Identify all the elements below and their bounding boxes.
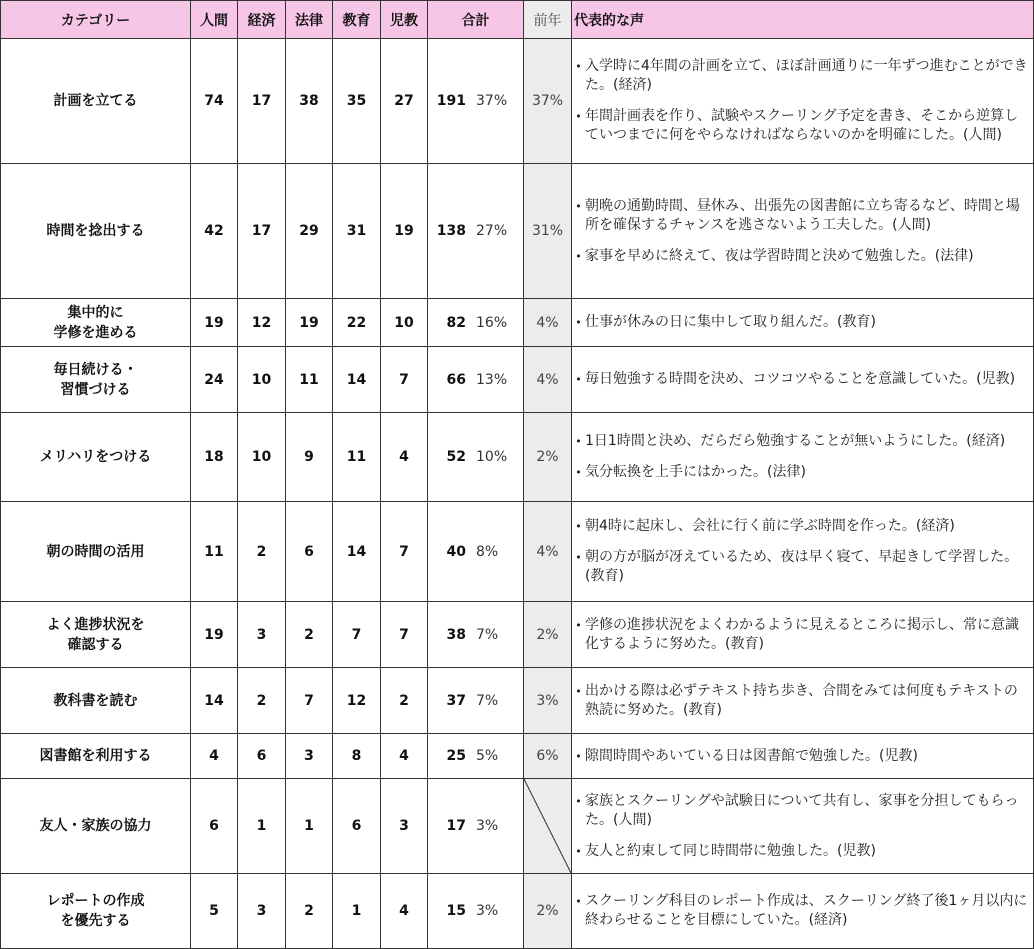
header-row — [1, 1, 1034, 39]
category-line: 毎日続ける・ — [53, 361, 138, 378]
total-value: 17 — [446, 818, 466, 834]
jikyou-count: 19 — [381, 164, 428, 299]
bullet-icon: • — [575, 749, 582, 763]
bullet-icon: • — [575, 844, 582, 858]
voice-cell — [572, 299, 1034, 347]
voice-text: 出かける際は必ずテキスト持ち歩き、合間をみては何度もテキストの熟読に努めた。(教育) — [585, 682, 1018, 718]
total-cell — [428, 39, 524, 164]
houritsu-count: 1 — [286, 779, 333, 874]
ningen-count: 24 — [191, 347, 238, 413]
ningen-count: 6 — [191, 779, 238, 874]
bullet-icon: • — [575, 466, 582, 479]
category-line: 朝の時間の活用 — [46, 543, 145, 560]
keizai-count: 3 — [238, 602, 286, 668]
prev-year-percent: 6% — [524, 734, 572, 779]
voice-item — [572, 892, 1031, 930]
category-line: 学修を進める — [53, 324, 138, 341]
prev-year-percent: 37% — [524, 39, 572, 164]
total-value: 37 — [446, 692, 466, 709]
total-cell — [428, 668, 524, 734]
total-cell — [428, 413, 524, 502]
total-percent: 5% — [476, 748, 499, 764]
houritsu-count: 11 — [286, 347, 333, 413]
jikyou-count: 2 — [381, 668, 428, 734]
voice-item — [572, 107, 1031, 145]
total-value: 52 — [446, 449, 466, 465]
prev-year-percent: 2% — [524, 602, 572, 668]
bullet-icon: • — [575, 895, 582, 908]
voice-text: スクーリング科目のレポート作成は、スクーリング終了後1ヶ月以内に終わらせることを目標にしていた。(経済) — [585, 893, 1028, 928]
table-row — [1, 779, 1034, 874]
kyouiku-count: 7 — [333, 602, 381, 668]
category-cell — [1, 413, 191, 502]
keizai-count: 10 — [238, 347, 286, 413]
prev-year-percent: 31% — [524, 164, 572, 299]
houritsu-count: 38 — [286, 39, 333, 164]
voice-text: 家族とスクーリングや試験日について共有し、家事を分担してもらった。(人間) — [585, 792, 1019, 828]
jikyou-count: 3 — [381, 779, 428, 874]
total-value: 40 — [446, 543, 466, 560]
total-cell — [428, 164, 524, 299]
prev-year-percent: 4% — [524, 299, 572, 347]
kyouiku-count: 11 — [333, 413, 381, 502]
total-value: 191 — [436, 93, 466, 109]
kyouiku-count: 31 — [333, 164, 381, 299]
total-percent: 7% — [476, 692, 499, 709]
houritsu-count: 3 — [286, 734, 333, 779]
voice-text: 隙間時間やあいている日は図書館で勉強した。(児教) — [585, 747, 918, 764]
voice-text: 朝の方が脳が冴えているため、夜は早く寝て、早起きして学習した。(教育) — [585, 549, 1019, 584]
keizai-count: 10 — [238, 413, 286, 502]
jikyou-count: 10 — [381, 299, 428, 347]
prev-year-percent: 4% — [524, 502, 572, 602]
voice-item — [572, 842, 1031, 861]
voice-item — [572, 432, 1031, 451]
table-row — [1, 164, 1034, 299]
prev-year-percent: 3% — [524, 668, 572, 734]
table-row — [1, 602, 1034, 668]
houritsu-count: 29 — [286, 164, 333, 299]
voice-item — [572, 247, 1031, 266]
category-cell — [1, 347, 191, 413]
table-row — [1, 299, 1034, 347]
voice-item — [572, 682, 1031, 720]
kyouiku-count: 35 — [333, 39, 381, 164]
voice-text: 家事を早めに終えて、夜は学習時間と決めて勉強した。(法律) — [585, 247, 974, 264]
voice-cell — [572, 413, 1034, 502]
voice-item — [572, 548, 1031, 586]
voice-item — [572, 370, 1031, 389]
keizai-count: 2 — [238, 668, 286, 734]
header-category: カテゴリー — [1, 1, 191, 39]
voice-item — [572, 57, 1031, 95]
total-percent: 7% — [476, 626, 499, 643]
voice-text: 仕事が休みの日に集中して取り組んだ。(教育) — [585, 314, 876, 330]
total-cell — [428, 874, 524, 949]
total-cell — [428, 602, 524, 668]
category-line: 図書館を利用する — [39, 748, 152, 764]
total-value: 25 — [446, 748, 466, 764]
bullet-icon: • — [575, 60, 582, 73]
category-cell — [1, 39, 191, 164]
voice-text: 1日1時間と決め、だらだら勉強することが無いようにした。(経済) — [585, 433, 1006, 449]
category-cell — [1, 299, 191, 347]
ningen-count: 19 — [191, 299, 238, 347]
category-line: を優先する — [60, 913, 131, 929]
ningen-count: 42 — [191, 164, 238, 299]
voice-cell — [572, 668, 1034, 734]
total-cell — [428, 299, 524, 347]
total-value: 138 — [436, 223, 466, 239]
jikyou-count: 4 — [381, 734, 428, 779]
kyouiku-count: 14 — [333, 502, 381, 602]
bullet-icon: • — [575, 435, 582, 448]
voice-text: 学修の進捗状況をよくわかるように見えるところに掲示し、常に意識化するように努めた。(教育) — [585, 616, 1019, 652]
voice-item — [572, 792, 1031, 830]
header-kyouiku: 教育 — [333, 1, 381, 39]
total-percent: 27% — [476, 223, 508, 239]
keizai-count: 2 — [238, 502, 286, 602]
category-cell — [1, 734, 191, 779]
category-line: 習慣づける — [60, 381, 131, 398]
houritsu-count: 2 — [286, 602, 333, 668]
voice-text: 朝4時に起床し、会社に行く前に学ぶ時間を作った。(経済) — [585, 518, 955, 534]
jikyou-count: 4 — [381, 874, 428, 949]
table-row — [1, 39, 1034, 164]
houritsu-count: 7 — [286, 668, 333, 734]
voice-text: 年間計画表を作り、試験やスクーリング予定を書き、そこから逆算していつまでに何をやらなければならないのかを明確にした。(人間) — [585, 108, 1019, 143]
bullet-icon: • — [575, 373, 582, 386]
kyouiku-count: 14 — [333, 347, 381, 413]
prev-year-percent: 2% — [524, 413, 572, 502]
ningen-count: 18 — [191, 413, 238, 502]
voice-item — [572, 747, 1031, 766]
category-line: メリハリをつける — [39, 449, 152, 465]
ningen-count: 5 — [191, 874, 238, 949]
bullet-icon: • — [575, 199, 582, 213]
header-voice: 代表的な声 — [572, 1, 1034, 39]
category-cell — [1, 164, 191, 299]
total-value: 38 — [446, 626, 466, 643]
header-prev: 前年 — [524, 1, 572, 39]
houritsu-count: 9 — [286, 413, 333, 502]
houritsu-count: 2 — [286, 874, 333, 949]
category-line: 計画を立てる — [53, 93, 138, 109]
table-row — [1, 413, 1034, 502]
voice-text: 毎日勉強する時間を決め、コツコツやることを意識していた。(児教) — [585, 371, 1016, 387]
voice-cell — [572, 779, 1034, 874]
diagonal-slash — [524, 779, 571, 873]
kyouiku-count: 1 — [333, 874, 381, 949]
total-value: 66 — [446, 371, 466, 388]
prev-year-percent: 4% — [524, 347, 572, 413]
category-line: 集中的に — [67, 304, 124, 321]
prev-year-empty — [524, 779, 572, 874]
voice-text: 入学時に4年間の計画を立て、ほぼ計画通りに一年ずつ進むことができた。(経済) — [585, 58, 1028, 93]
total-cell — [428, 779, 524, 874]
header-jikyou: 児教 — [381, 1, 428, 39]
ningen-count: 4 — [191, 734, 238, 779]
voice-cell — [572, 874, 1034, 949]
total-percent: 37% — [476, 93, 508, 109]
keizai-count: 17 — [238, 39, 286, 164]
header-ningen: 人間 — [191, 1, 238, 39]
category-line: よく進捗状況を — [46, 616, 145, 633]
jikyou-count: 7 — [381, 602, 428, 668]
kyouiku-count: 22 — [333, 299, 381, 347]
total-cell — [428, 502, 524, 602]
houritsu-count: 6 — [286, 502, 333, 602]
category-line: 時間を捻出する — [46, 223, 145, 239]
ningen-count: 11 — [191, 502, 238, 602]
total-percent: 16% — [476, 314, 508, 331]
kyouiku-count: 12 — [333, 668, 381, 734]
jikyou-count: 4 — [381, 413, 428, 502]
category-line: 友人・家族の協力 — [39, 818, 152, 834]
category-cell — [1, 668, 191, 734]
voice-text: 友人と約束して同じ時間帯に勉強した。(児教) — [585, 842, 876, 859]
bullet-icon: • — [575, 249, 582, 263]
keizai-count: 17 — [238, 164, 286, 299]
table-row — [1, 347, 1034, 413]
header-keizai: 経済 — [238, 1, 286, 39]
voice-item — [572, 517, 1031, 536]
bullet-icon: • — [575, 618, 582, 632]
category-cell — [1, 874, 191, 949]
voice-cell — [572, 39, 1034, 164]
total-value: 15 — [446, 903, 466, 919]
bullet-icon: • — [575, 551, 582, 564]
total-cell — [428, 347, 524, 413]
total-percent: 3% — [476, 903, 499, 919]
table-row — [1, 668, 1034, 734]
bullet-icon: • — [575, 316, 582, 329]
voice-item — [572, 616, 1031, 654]
voice-item — [572, 197, 1031, 235]
jikyou-count: 7 — [381, 347, 428, 413]
houritsu-count: 19 — [286, 299, 333, 347]
kyouiku-count: 8 — [333, 734, 381, 779]
total-percent: 10% — [476, 449, 508, 465]
voice-text: 気分転換を上手にはかった。(法律) — [585, 464, 806, 480]
table-body — [1, 39, 1034, 949]
header-houritsu: 法律 — [286, 1, 333, 39]
total-percent: 13% — [476, 371, 508, 388]
total-cell — [428, 734, 524, 779]
voice-cell — [572, 602, 1034, 668]
jikyou-count: 7 — [381, 502, 428, 602]
ningen-count: 74 — [191, 39, 238, 164]
header-total: 合計 — [428, 1, 524, 39]
keizai-count: 3 — [238, 874, 286, 949]
voice-item — [572, 463, 1031, 482]
category-cell — [1, 779, 191, 874]
voice-item — [572, 313, 1031, 332]
bullet-icon: • — [575, 110, 582, 123]
total-value: 82 — [446, 314, 466, 331]
keizai-count: 12 — [238, 299, 286, 347]
table-row — [1, 874, 1034, 949]
category-cell — [1, 602, 191, 668]
table-row — [1, 502, 1034, 602]
voice-text: 朝晩の通勤時間、昼休み、出張先の図書館に立ち寄るなど、時間と場所を確保するチャンスを逃さないよう工夫した。(人間) — [585, 197, 1020, 233]
total-percent: 3% — [476, 818, 499, 834]
bullet-icon: • — [575, 520, 582, 533]
category-line: 教科書を読む — [53, 692, 138, 709]
category-line: 確認する — [67, 636, 124, 653]
keizai-count: 6 — [238, 734, 286, 779]
total-percent: 8% — [476, 543, 499, 560]
jikyou-count: 27 — [381, 39, 428, 164]
bullet-icon: • — [575, 684, 582, 698]
category-cell — [1, 502, 191, 602]
ningen-count: 19 — [191, 602, 238, 668]
voice-cell — [572, 164, 1034, 299]
prev-year-percent: 2% — [524, 874, 572, 949]
kyouiku-count: 6 — [333, 779, 381, 874]
category-line: レポートの作成 — [46, 893, 145, 909]
ningen-count: 14 — [191, 668, 238, 734]
bullet-icon: • — [575, 794, 582, 808]
voice-cell — [572, 734, 1034, 779]
voice-cell — [572, 347, 1034, 413]
table-row — [1, 734, 1034, 779]
voice-cell — [572, 502, 1034, 602]
keizai-count: 1 — [238, 779, 286, 874]
